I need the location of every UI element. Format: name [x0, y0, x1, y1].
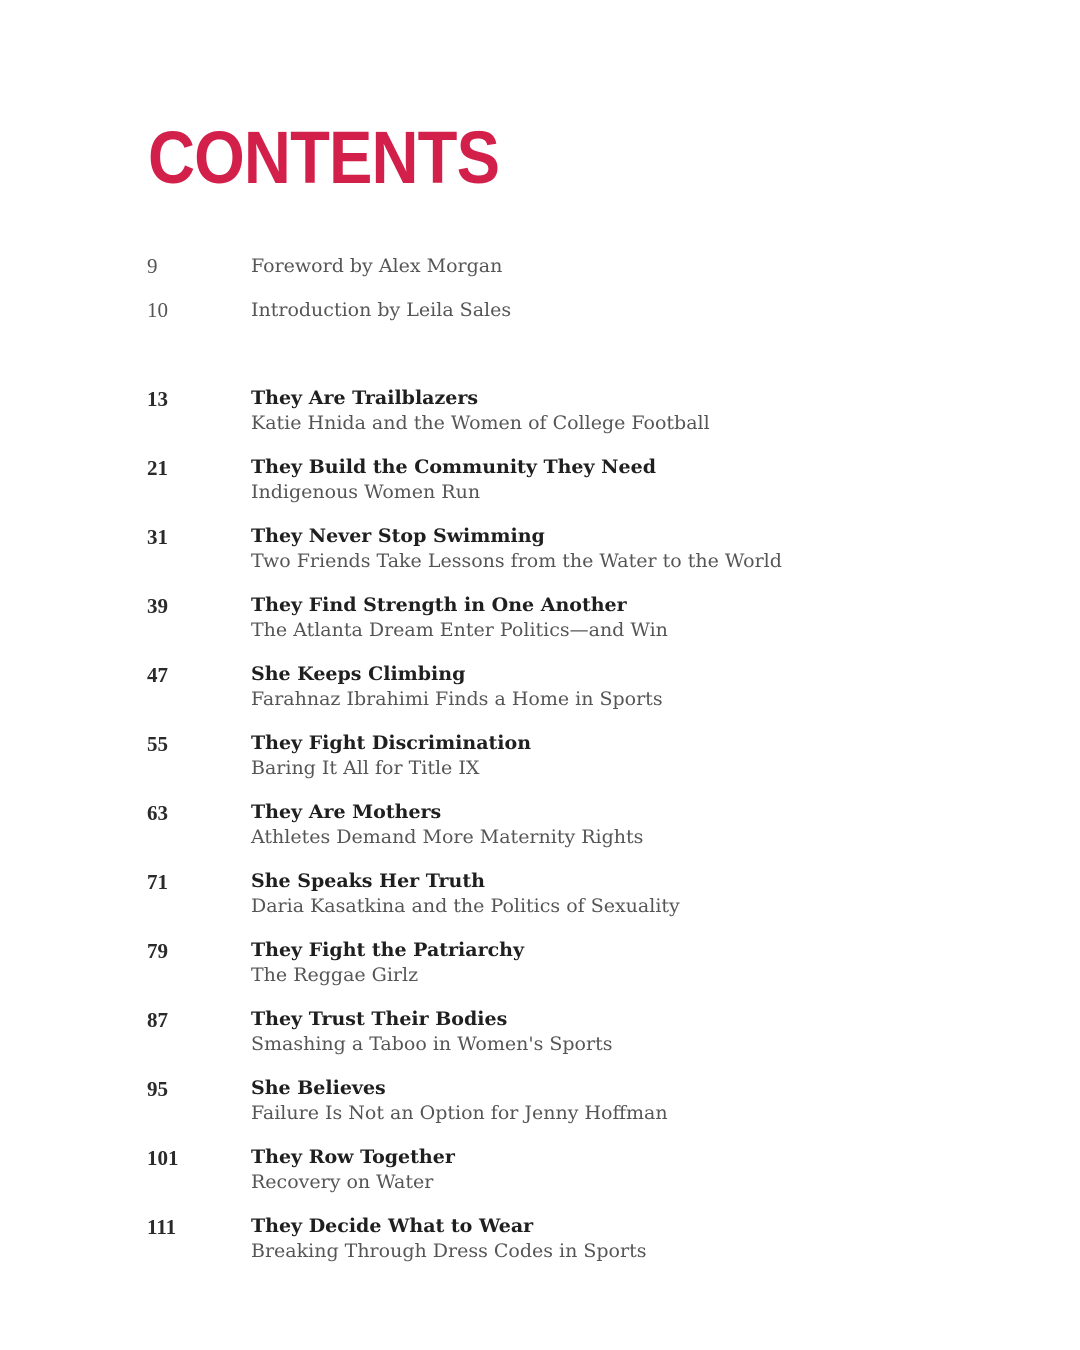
page-number: 55	[147, 732, 168, 756]
chapter-subtitle: The Atlanta Dream Enter Politics—and Win	[251, 619, 668, 641]
chapter-title: They Build the Community They Need	[251, 456, 657, 478]
page-title: CONTENTS	[148, 116, 500, 199]
page-number: 101	[147, 1146, 179, 1170]
chapter-title: They Fight Discrimination	[251, 732, 532, 754]
chapter-title: They Trust Their Bodies	[251, 1008, 508, 1030]
chapter-subtitle: Katie Hnida and the Women of College Football	[251, 412, 710, 434]
page-number: 95	[147, 1077, 168, 1101]
chapter-subtitle: Two Friends Take Lessons from the Water to the World	[251, 550, 782, 572]
page-number: 87	[147, 1008, 168, 1032]
chapter-title: They Decide What to Wear	[251, 1215, 534, 1237]
entry-title: Foreword by Alex Morgan	[251, 255, 503, 277]
chapter-subtitle: Athletes Demand More Maternity Rights	[251, 826, 644, 848]
entry-title: Introduction by Leila Sales	[251, 299, 512, 321]
page-number: 9	[147, 254, 158, 278]
chapter-title: They Are Trailblazers	[251, 387, 479, 409]
chapter-title: She Believes	[251, 1077, 386, 1099]
page-number: 47	[147, 663, 168, 687]
chapter-subtitle: The Reggae Girlz	[251, 964, 419, 986]
chapter-title: She Keeps Climbing	[251, 663, 466, 685]
chapter-title: They Find Strength in One Another	[251, 594, 627, 616]
chapter-subtitle: Failure Is Not an Option for Jenny Hoffman	[251, 1102, 668, 1124]
chapter-subtitle: Smashing a Taboo in Women's Sports	[251, 1033, 613, 1055]
chapter-subtitle: Indigenous Women Run	[251, 481, 481, 503]
page-number: 79	[147, 939, 168, 963]
chapter-subtitle: Recovery on Water	[251, 1171, 434, 1193]
page-number: 39	[147, 594, 168, 618]
page-number: 111	[147, 1215, 177, 1239]
chapter-title: She Speaks Her Truth	[251, 870, 485, 892]
chapter-subtitle: Breaking Through Dress Codes in Sports	[251, 1240, 647, 1262]
chapter-title: They Row Together	[251, 1146, 455, 1168]
chapter-subtitle: Baring It All for Title IX	[251, 757, 480, 779]
page-number: 21	[147, 456, 168, 480]
page-number: 13	[147, 387, 168, 411]
chapter-title: They Fight the Patriarchy	[251, 939, 525, 961]
chapter-subtitle: Farahnaz Ibrahimi Finds a Home in Sports	[251, 688, 663, 710]
chapter-title: They Never Stop Swimming	[251, 525, 545, 547]
chapter-subtitle: Daria Kasatkina and the Politics of Sexuality	[251, 895, 680, 917]
page-number: 71	[147, 870, 168, 894]
page-number: 10	[147, 298, 168, 322]
page-number: 31	[147, 525, 168, 549]
page-number: 63	[147, 801, 168, 825]
chapter-title: They Are Mothers	[251, 801, 442, 823]
